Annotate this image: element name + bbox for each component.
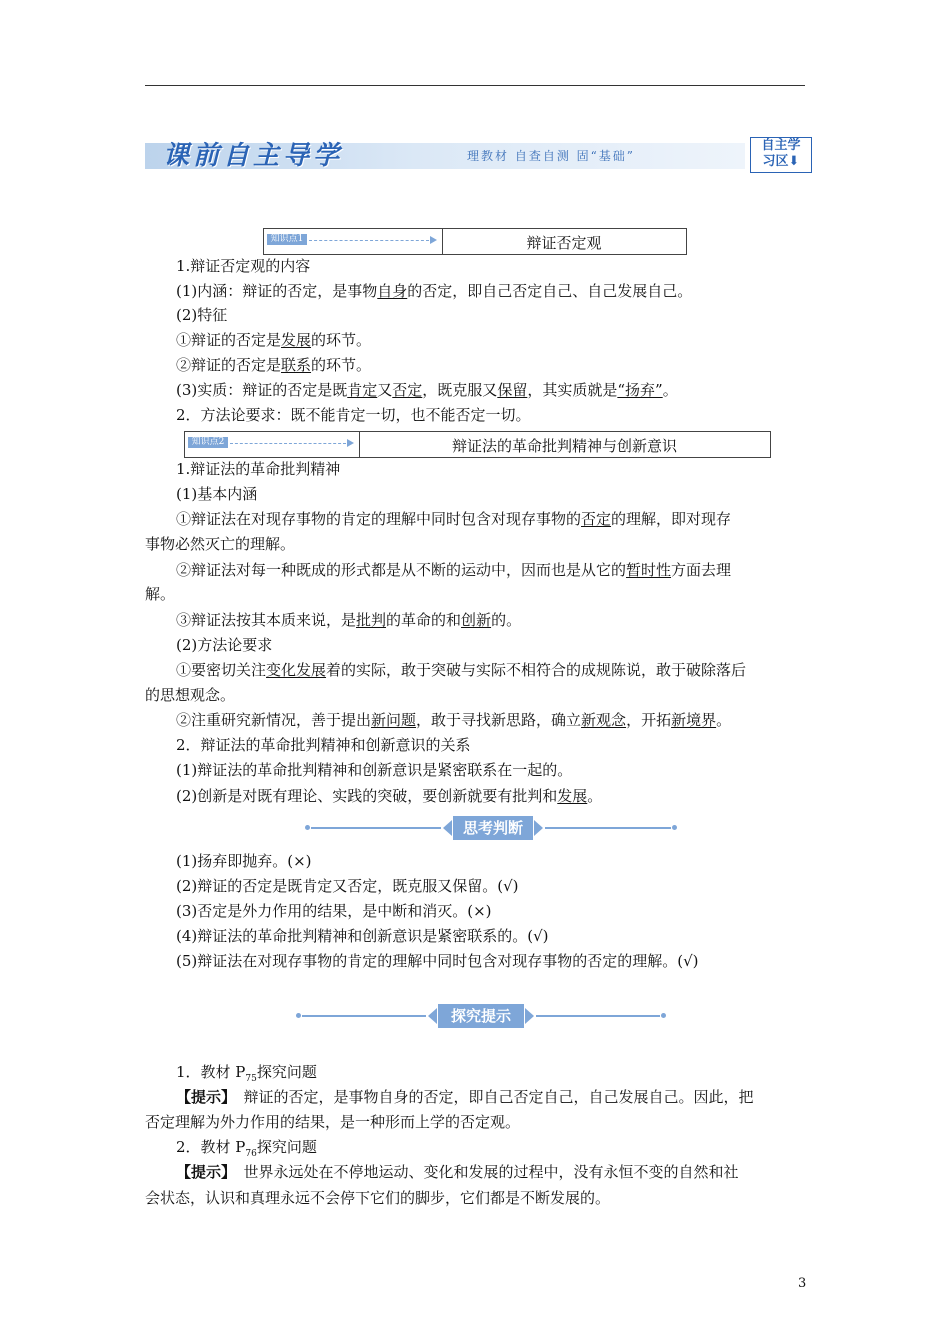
explore-heading: 探究提示 (438, 1004, 524, 1028)
badge-line-2: 习区⬇ (762, 154, 800, 169)
knowledge-point-tag: 知识点1 (267, 234, 307, 245)
text-line: (2)方法论要求 (176, 636, 273, 654)
text-line: 2．方法论要求：既不能肯定一切，也不能否定一切。 (176, 406, 531, 424)
fill-blank: 创新 (461, 611, 492, 629)
text-line: ③辩证法按其本质来说，是批判的革命的和创新的。 (176, 611, 522, 629)
self-study-zone-badge (750, 137, 812, 173)
text-line: (3)实质：辩证的否定是既肯定又否定，既克服又保留，其实质就是“扬弃”。 (176, 381, 678, 399)
triangle-right-icon (525, 1008, 534, 1024)
judgment-item: (5)辩证法在对现存事物的肯定的理解中同时包含对现存事物的否定的理解。(√) (176, 952, 699, 970)
arrow-right-icon (430, 236, 437, 244)
fill-blank: 新境界 (671, 711, 717, 729)
page-number: 3 (798, 1276, 807, 1291)
fill-blank: 保留 (497, 381, 528, 399)
triangle-left-icon (443, 820, 452, 836)
header-rule (145, 85, 805, 86)
text-line: 1.辩证否定观的内容 (176, 257, 311, 275)
text-line: (1)辩证法的革命批判精神和创新意识是紧密联系在一起的。 (176, 761, 573, 779)
text-line: ②辩证的否定是联系的环节。 (176, 356, 372, 374)
fill-blank: 暂时性 (626, 561, 672, 579)
tag-arrow-line (309, 240, 429, 241)
fill-blank: 批判 (356, 611, 387, 629)
text-line: ①辩证法在对现存事物的肯定的理解中同时包含对现存事物的否定的理解，即对现存 (176, 510, 732, 528)
text-line: (1)内涵：辩证的否定，是事物自身的否定，即自己否定自己、自己发展自己。 (176, 282, 693, 300)
text-line: 解。 (145, 585, 176, 603)
banner-subtitle: 理教材 自查自测 固“基础” (467, 149, 635, 163)
judgment-item: (4)辩证法的革命批判精神和创新意识是紧密联系的。(√) (176, 927, 549, 945)
section-header-2 (184, 431, 771, 458)
section-title: 辩证法的革命批判精神与创新意识 (451, 437, 677, 455)
fill-blank: 否定 (392, 381, 423, 399)
explore-question-2: 2．教材 $P_{76}$探究问题 (176, 1138, 317, 1159)
text-line: 2．辩证法的革命批判精神和创新意识的关系 (176, 736, 471, 754)
fill-blank: 肯定 (347, 381, 378, 399)
text-line: (2)创新是对既有理论、实践的突破，要创新就要有批判和发展。 (176, 787, 603, 805)
judgment-item: (2)辩证的否定是既肯定又否定，既克服又保留。(√) (176, 877, 519, 895)
fill-blank: 否定 (581, 510, 612, 528)
fill-blank: 新观念 (581, 711, 627, 729)
badge-line-1: 自主学 (761, 138, 801, 153)
explore-answer-1-cont: 否定理解为外力作用的结果，是一种形而上学的否定观。 (145, 1113, 521, 1131)
fill-blank: 自身 (377, 282, 408, 300)
text-line: ①要密切关注变化发展着的实际，敢于突破与实际不相符合的成规陈说，敢于破除落后 (176, 661, 747, 679)
text-line: (1)基本内涵 (176, 485, 258, 503)
section-title: 辩证否定观 (526, 234, 602, 252)
section-banner (145, 135, 813, 173)
text-line: ①辩证的否定是发展的环节。 (176, 331, 372, 349)
fill-blank: 发展 (557, 787, 588, 805)
explore-answer-2: 【提示】 世界永远处在不停地运动、变化和发展的过程中，没有永恒不变的自然和社 (176, 1163, 739, 1181)
fill-blank: 新问题 (371, 711, 417, 729)
text-line: ②辩证法对每一种既成的形式都是从不断的运动中，因而也是从它的暂时性方面去理 (176, 561, 732, 579)
text-line: 1.辩证法的革命批判精神 (176, 460, 341, 478)
fill-blank: 联系 (281, 356, 312, 374)
fill-blank: “扬弃” (617, 381, 663, 399)
judge-divider (305, 816, 677, 840)
knowledge-point-tag: 知识点2 (188, 437, 228, 448)
explore-divider (296, 1004, 666, 1028)
triangle-left-icon (428, 1008, 437, 1024)
arrow-right-icon (347, 439, 354, 447)
text-line: 事物必然灭亡的理解。 (145, 535, 296, 553)
text-line: 的思想观念。 (145, 686, 236, 704)
tag-arrow-line (230, 443, 346, 444)
fill-blank: 变化发展 (266, 661, 327, 679)
judgment-item: (1)扬弃即抛弃。(×) (176, 852, 312, 870)
section-header-1 (263, 228, 687, 255)
triangle-right-icon (534, 820, 543, 836)
explore-answer-2-cont: 会状态，认识和真理永远不会停下它们的脚步，它们都是不断发展的。 (145, 1189, 611, 1207)
text-line: ②注重研究新情况，善于提出新问题，敢于寻找新思路，确立新观念，开拓新境界。 (176, 711, 732, 729)
text-line: (2)特征 (176, 306, 228, 324)
judge-heading: 思考判断 (453, 816, 533, 840)
explore-question-1: 1．教材 $P_{75}$探究问题 (176, 1063, 317, 1084)
explore-answer-1: 【提示】 辩证的否定，是事物自身的否定，即自己否定自己，自己发展自己。因此，把 (176, 1088, 754, 1106)
judgment-item: (3)否定是外力作用的结果，是中断和消灭。(×) (176, 902, 492, 920)
fill-blank: 发展 (281, 331, 312, 349)
banner-title: 课前自主导学 (163, 141, 344, 171)
